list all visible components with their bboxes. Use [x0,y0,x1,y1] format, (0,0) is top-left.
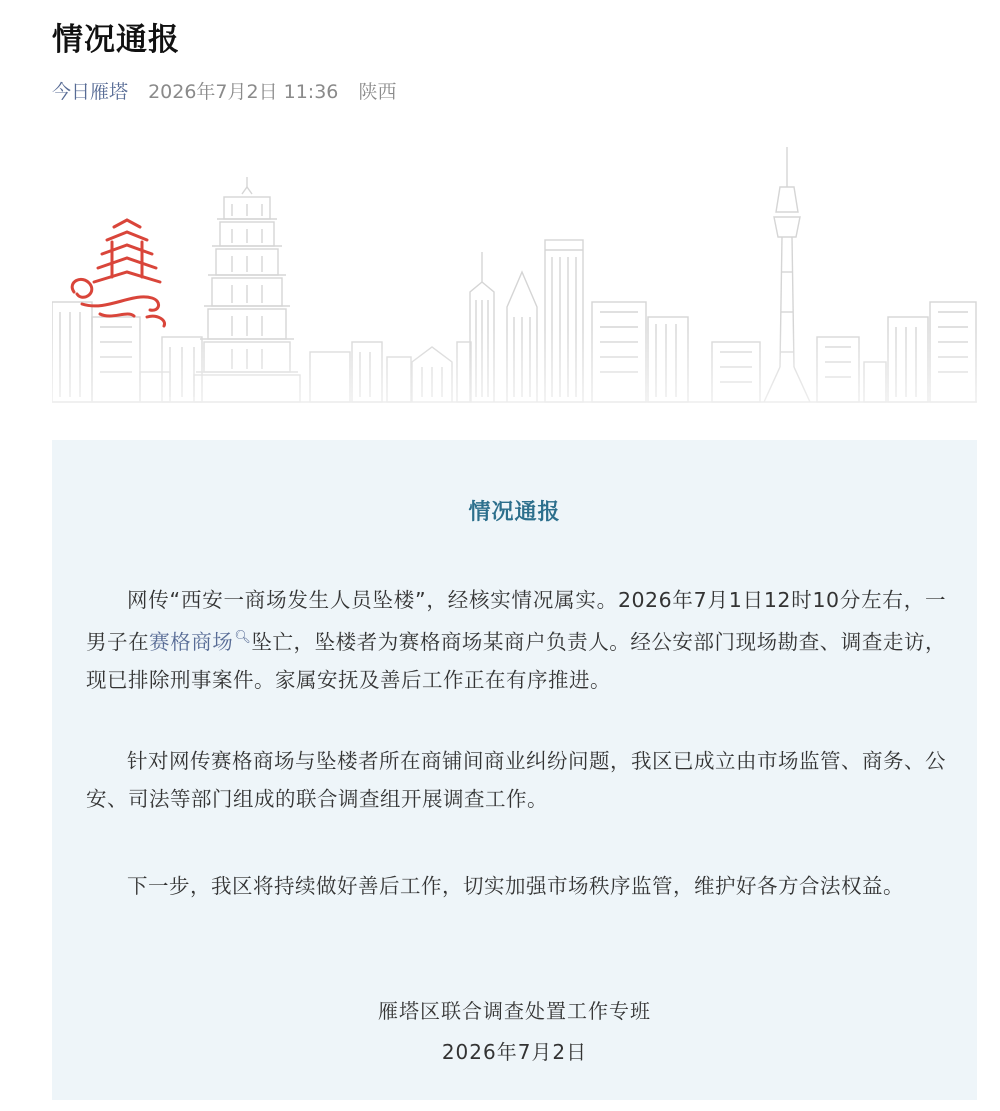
notice-title: 情况通报 [468,500,561,525]
city-skyline-illustration [52,142,977,404]
mall-search-link[interactable]: 赛格商场 [149,629,234,654]
notice-date: 2026年7月2日 [441,1040,588,1064]
article-meta [52,77,396,104]
notice-paragraph-2: 针对网传赛格商场与坠楼者所在商铺间商业纠纷问题，我区已成立由市场监管、商务、公安、司法等部门组成的联合调查组开展调查工作。 [86,749,946,811]
paragraph-text: 坠亡，坠楼者为赛格商场某商户负责人。经公安部门现场勘查、调查走访，现已排除刑事案件。家属安抚及善后工作正在有序推进。 [86,629,947,692]
article-title: 情况通报 [52,22,180,58]
notice-paragraph-3: 下一步，我区将持续做好善后工作，切实加强市场秩序监管，维护好各方合法权益。 [127,874,904,898]
search-icon[interactable]: 🔍︎ [234,630,252,645]
paragraph-text: 网传“西安一商场发生人员坠楼”，经核实情况属实。2026年7月1日12时10分左右，一男子在 [86,588,946,654]
publish-location: 陕西 [358,81,397,103]
publish-time: 2026年7月2日 11:36 [148,81,339,103]
notice-paragraph-1 [86,581,946,699]
banner-image [52,142,977,404]
account-name-link[interactable]: 今日雁塔 [52,81,129,103]
notice-signature: 雁塔区联合调查处置工作专班 [378,999,651,1023]
notice-panel [52,440,977,1100]
